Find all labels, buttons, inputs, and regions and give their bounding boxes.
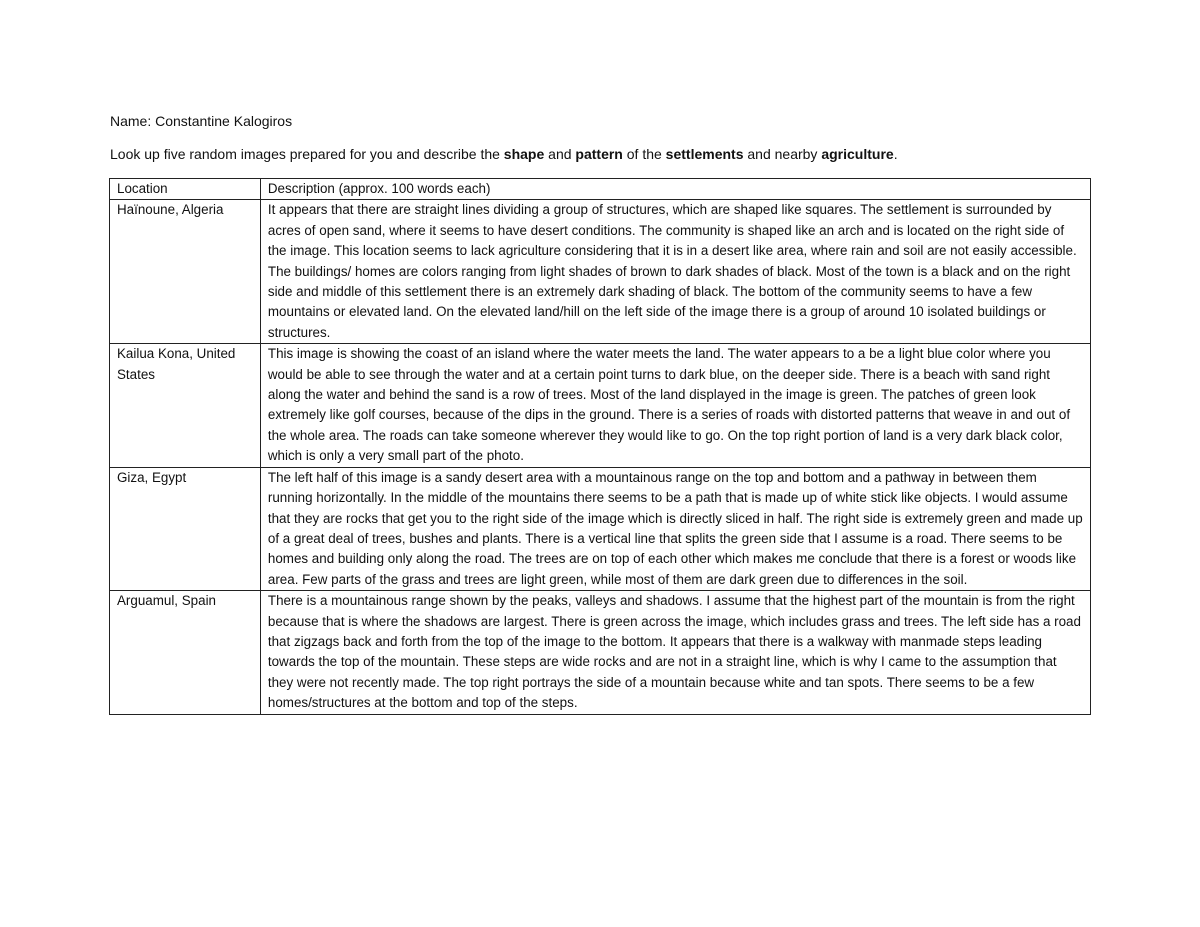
instructions-keyword-settlements: settlements (665, 146, 744, 162)
location-cell: Arguamul, Spain (110, 591, 261, 714)
location-cell: Haïnoune, Algeria (110, 200, 261, 344)
column-header-description: Description (approx. 100 words each) (260, 179, 1090, 200)
instructions-text: Look up five random images prepared for you and describe the (110, 146, 504, 162)
instructions-text: of the (622, 146, 666, 162)
description-cell: This image is showing the coast of an island where the water meets the land. The water appears to a be a light blue color where you would be able to see through the water and at a certain point turns to dark blue, on the deeper side. There is a beach with sand right along the water and behind the sand is a row of trees. Most of the land displayed in the image is green. The patches of green look extremely like golf courses, because of the dips in the ground. There is a series of roads with distorted patterns that weave in and out of the whole area. The roads can take someone wherever they would like to go. On the top right portion of land is a very dark black color, which is only a very small part of the photo. (260, 344, 1090, 467)
column-header-location: Location (110, 179, 261, 200)
student-name: Constantine Kalogiros (155, 113, 293, 129)
table-row (110, 467, 1091, 590)
name-label: Name: (110, 113, 152, 129)
table-row (110, 344, 1091, 467)
description-cell: It appears that there are straight lines dividing a group of structures, which are shaped like squares. The settlement is surrounded by acres of open sand, where it seems to have desert conditions. The community is shaped like an arch and is located on the right side of the image. This location seems to lack agriculture considering that it is in a desert like area, where rain and soil are not easily accessible. The buildings/ homes are colors ranging from light shades of brown to dark shades of black. Most of the town is a black and on the right side and middle of this settlement there is an extremely dark shading of black. The bottom of the community seems to have a few mountains or elevated land. On the elevated land/hill on the left side of the image there is a group of around 10 isolated buildings or structures. (260, 200, 1090, 344)
instructions-keyword-agriculture: agriculture (821, 146, 894, 162)
instructions-text: and nearby (743, 146, 822, 162)
table-row (110, 591, 1091, 714)
instructions-text: and (544, 146, 576, 162)
instructions-text: . (893, 146, 898, 162)
assignment-instructions (110, 145, 898, 163)
instructions-keyword-shape: shape (503, 146, 545, 162)
description-cell: There is a mountainous range shown by the peaks, valleys and shadows. I assume that the highest part of the mountain is from the right because that is where the shadows are largest. There is green across the image, which includes grass and trees. The left side has a road that zigzags back and forth from the top of the image to the bottom. It appears that there is a walkway with manmade steps leading towards the top of the mountain. These steps are wide rocks and are not in a straight line, which is why I came to the assumption that they were not recently made. The top right portrays the side of a mountain because white and tan spots. There seems to be a few homes/structures at the bottom and top of the steps. (260, 591, 1090, 714)
location-cell: Kailua Kona, United States (110, 344, 261, 467)
settlements-table (109, 178, 1091, 715)
description-cell: The left half of this image is a sandy desert area with a mountainous range on the top and bottom and a pathway in between them running horizontally. In the middle of the mountains there seems to be a path that is made up of white stick like objects. I would assume that they are rocks that get you to the right side of the image which is directly sliced in half. The right side is extremely green and made up of a great deal of trees, bushes and plants. There is a vertical line that splits the green side that I assume is a road. There seems to be homes and building only along the road. The trees are on top of each other which makes me conclude that there is a forest or woods like area. Few parts of the grass and trees are light green, while most of them are dark green due to differences in the soil. (260, 467, 1090, 590)
table-row (110, 200, 1091, 344)
table-header-row (110, 179, 1091, 200)
location-cell: Giza, Egypt (110, 467, 261, 590)
name-line (110, 112, 292, 130)
instructions-keyword-pattern: pattern (575, 146, 623, 162)
